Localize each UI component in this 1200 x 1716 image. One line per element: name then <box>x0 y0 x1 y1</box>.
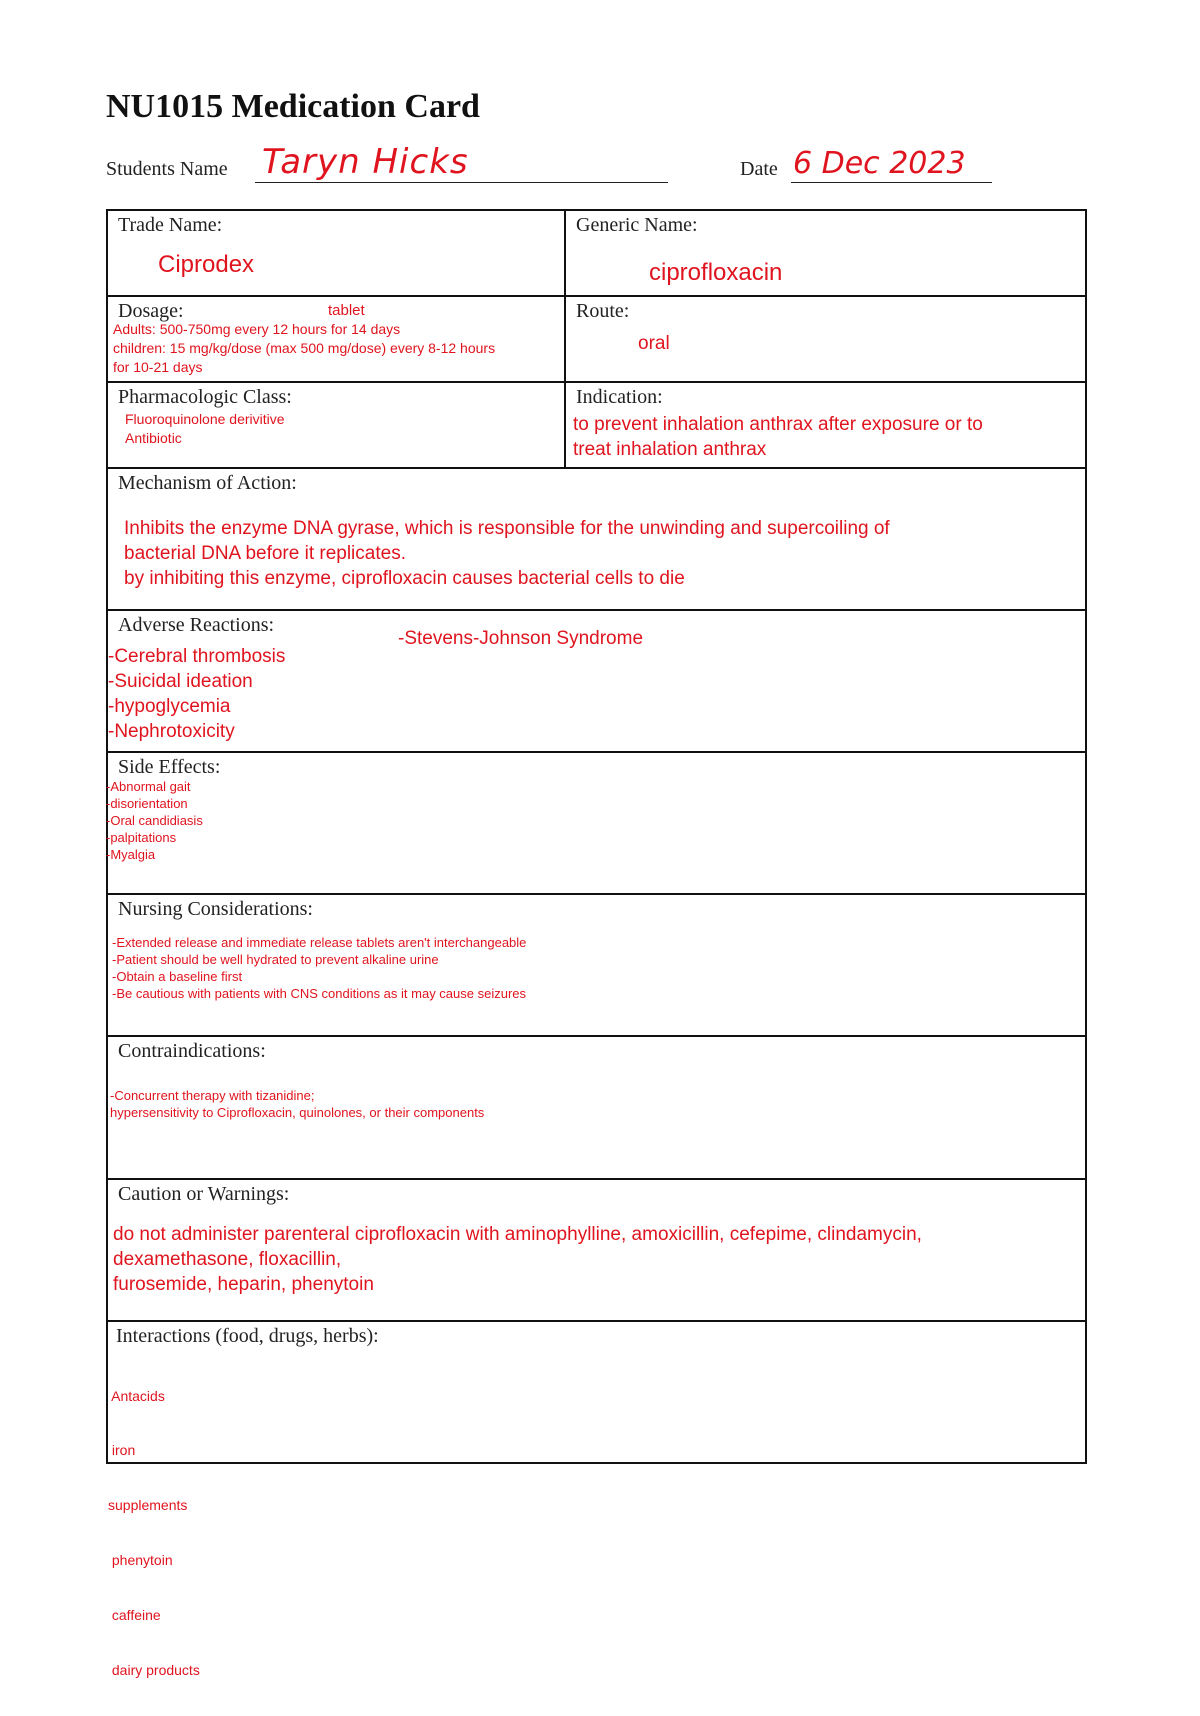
dosage-form[interactable]: tablet <box>328 302 365 319</box>
pharmacologic-class-label: Pharmacologic Class: <box>118 386 292 408</box>
interactions-lines <box>108 1350 200 1716</box>
caution-line[interactable]: do not administer parenteral ciprofloxacin with aminophylline, amoxicillin, cefepime, clindamycin, <box>113 1224 922 1245</box>
nursing-consideration-item[interactable]: -Obtain a baseline first <box>112 969 243 984</box>
caution-line[interactable]: dexamethasone, floxacillin, <box>113 1249 342 1270</box>
interaction-item[interactable]: dairy products <box>108 1662 200 1679</box>
side-effect-item[interactable]: -palpitations <box>106 830 177 845</box>
caution-line[interactable]: furosemide, heparin, phenytoin <box>113 1274 374 1295</box>
nursing-consideration-item[interactable]: -Patient should be well hydrated to prevent alkaline urine <box>112 952 439 967</box>
caution-lines <box>113 1222 922 1297</box>
mechanism-line[interactable]: bacterial DNA before it replicates. <box>124 543 406 564</box>
nursing-consideration-item[interactable]: -Extended release and immediate release tablets aren't interchangeable <box>112 935 527 950</box>
interactions-label: Interactions (food, drugs, herbs): <box>116 1325 379 1347</box>
trade-name-cell <box>108 211 564 295</box>
dosage-line[interactable]: children: 15 mg/kg/dose (max 500 mg/dose) every 8-12 hours <box>113 340 496 356</box>
pharmacologic-class-line[interactable]: Antibiotic <box>125 430 182 446</box>
adverse-reaction-item[interactable]: -Suicidal ideation <box>108 671 253 692</box>
caution-cell <box>108 1180 1085 1320</box>
pharmacologic-class-lines <box>125 410 285 448</box>
generic-name-label: Generic Name: <box>576 214 698 236</box>
generic-name-cell <box>566 211 1085 295</box>
interaction-item[interactable]: Antacids <box>108 1387 165 1404</box>
adverse-reactions-extra[interactable]: -Stevens-Johnson Syndrome <box>398 628 644 649</box>
generic-name-value[interactable]: ciprofloxacin <box>649 259 783 286</box>
side-effect-item[interactable]: -Oral candidiasis <box>106 813 203 828</box>
dosage-line[interactable]: Adults: 500-750mg every 12 hours for 14 days <box>113 321 401 337</box>
indication-line[interactable]: treat inhalation anthrax <box>573 439 767 460</box>
contraindication-item[interactable]: hypersensitivity to Ciprofloxacin, quinolones, or their components <box>110 1105 485 1120</box>
indication-cell <box>566 383 1085 467</box>
interaction-item[interactable]: caffeine <box>108 1607 161 1624</box>
side-effects-cell <box>108 753 1085 893</box>
pharmacologic-class-cell <box>108 383 564 467</box>
adverse-reactions-label: Adverse Reactions: <box>118 614 275 636</box>
contraindications-lines <box>110 1087 484 1121</box>
adverse-reactions-cell <box>108 611 1085 751</box>
date-underline <box>791 182 992 183</box>
interactions-cell <box>108 1322 1085 1679</box>
contraindication-item[interactable]: -Concurrent therapy with tizanidine; <box>110 1088 315 1103</box>
mechanism-label: Mechanism of Action: <box>118 472 297 494</box>
side-effect-item[interactable]: -Abnormal gait <box>106 779 191 794</box>
dosage-label: Dosage: <box>118 300 184 322</box>
side-effect-item[interactable]: -Myalgia <box>106 847 156 862</box>
students-name-label: Students Name <box>106 158 228 180</box>
adverse-reactions-lines <box>108 644 285 744</box>
dosage-cell <box>108 297 564 381</box>
indication-line[interactable]: to prevent inhalation anthrax after exposure or to <box>573 414 983 435</box>
trade-name-label: Trade Name: <box>118 214 223 236</box>
dosage-lines <box>113 320 495 377</box>
mechanism-line[interactable]: by inhibiting this enzyme, ciprofloxacin causes bacterial cells to die <box>124 568 685 589</box>
contraindications-cell <box>108 1037 1085 1178</box>
nursing-considerations-label: Nursing Considerations: <box>118 898 313 920</box>
indication-lines <box>573 412 983 462</box>
students-name-value[interactable]: Taryn Hicks <box>262 142 469 182</box>
side-effects-label: Side Effects: <box>118 756 221 778</box>
route-label: Route: <box>576 300 630 322</box>
contraindications-label: Contraindications: <box>118 1040 266 1062</box>
nursing-considerations-cell <box>108 895 1085 1035</box>
date-label: Date <box>740 158 778 180</box>
adverse-reaction-item[interactable]: -Cerebral thrombosis <box>108 646 286 667</box>
side-effects-lines <box>106 778 203 863</box>
mechanism-line[interactable]: Inhibits the enzyme DNA gyrase, which is responsible for the unwinding and supercoiling of <box>124 518 890 539</box>
pharmacologic-class-line[interactable]: Fluoroquinolone derivitive <box>125 411 285 427</box>
adverse-reaction-item[interactable]: -hypoglycemia <box>108 696 231 717</box>
students-name-underline <box>255 182 668 183</box>
interaction-item[interactable]: supplements <box>108 1497 188 1514</box>
route-value[interactable]: oral <box>638 333 670 354</box>
mechanism-lines <box>124 516 890 591</box>
caution-label: Caution or Warnings: <box>118 1183 290 1205</box>
trade-name-value[interactable]: Ciprodex <box>158 251 255 278</box>
side-effect-item[interactable]: -disorientation <box>106 796 188 811</box>
route-cell <box>566 297 1085 381</box>
dosage-line[interactable]: for 10-21 days <box>113 359 203 375</box>
interaction-item[interactable]: phenytoin <box>108 1552 173 1569</box>
date-value[interactable]: 6 Dec 2023 <box>793 146 966 181</box>
nursing-considerations-lines <box>112 934 526 1002</box>
indication-label: Indication: <box>576 386 663 408</box>
interaction-item[interactable]: iron <box>108 1442 136 1459</box>
page-title: NU1015 Medication Card <box>106 88 480 125</box>
adverse-reaction-item[interactable]: -Nephrotoxicity <box>108 721 235 742</box>
mechanism-of-action-cell <box>108 469 1085 609</box>
nursing-consideration-item[interactable]: -Be cautious with patients with CNS conditions as it may cause seizures <box>112 986 527 1001</box>
